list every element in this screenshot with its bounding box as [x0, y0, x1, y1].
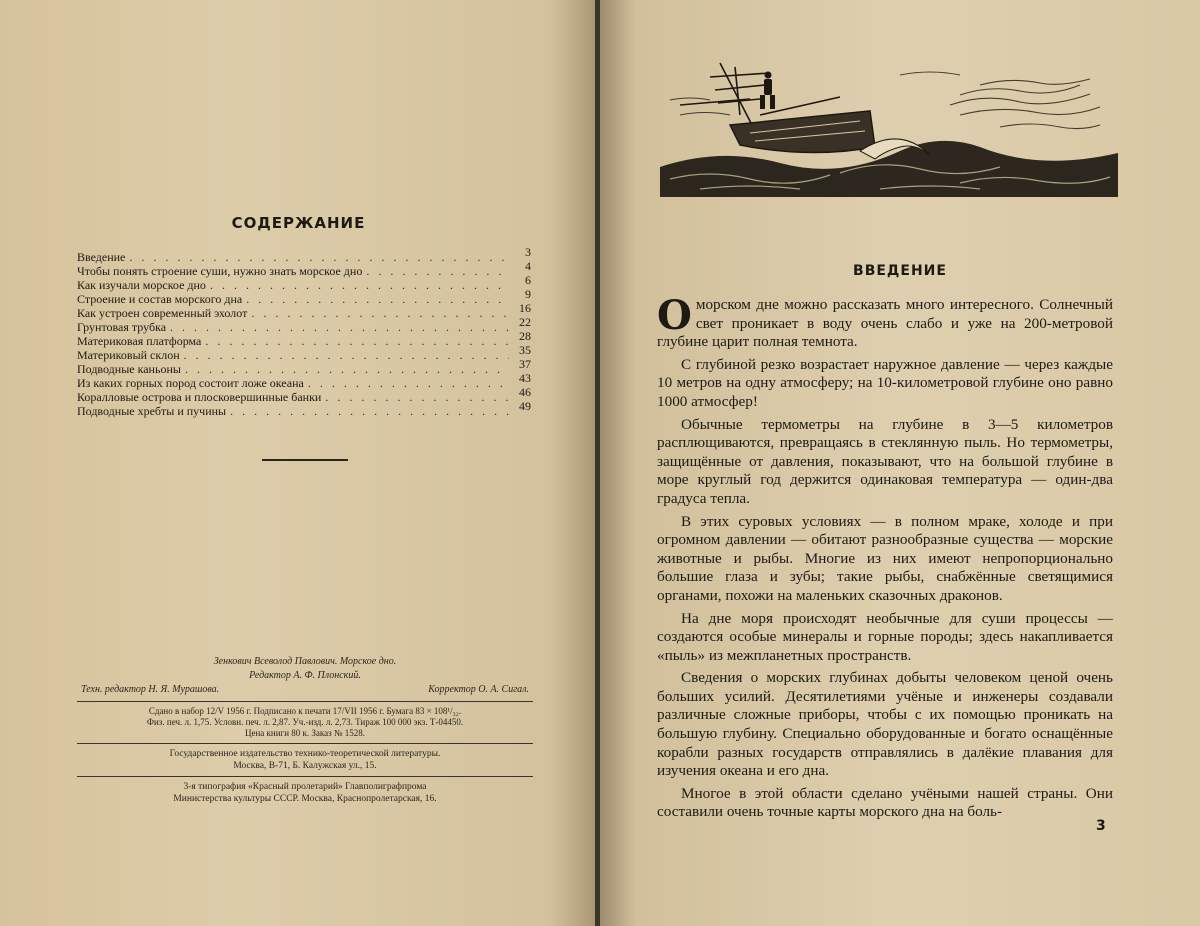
toc-entry-page: 9	[525, 287, 531, 301]
table-of-contents	[77, 245, 531, 418]
ship-in-waves-illustration	[660, 55, 1118, 197]
toc-entry-page: 49	[519, 399, 531, 413]
imprint-publisher-address: Москва, В-71, Б. Калужская ул., 15.	[233, 761, 377, 771]
toc-leader-dots	[185, 362, 509, 376]
toc-entry-label: Материковый склон	[77, 348, 180, 362]
toc-entry-label: Подводные каньоны	[77, 362, 181, 376]
toc-entry	[77, 329, 531, 348]
paragraph: С глубиной резко возрастает наружное давление — через каждые 10 метров на одну атмосферу; на 10-километровой глубине оно равно 1000 атмосфер!	[657, 355, 1113, 410]
imprint-divider	[77, 743, 533, 744]
toc-entry	[77, 273, 531, 292]
toc-entry	[77, 301, 531, 320]
toc-entry-page: 4	[525, 259, 531, 273]
toc-leader-dots	[366, 264, 509, 278]
toc-entry-label: Грунтовая трубка	[77, 320, 167, 334]
toc-entry-label: Как изучали морское дно	[77, 278, 206, 292]
toc-entry-page: 6	[525, 273, 531, 287]
paragraph	[657, 292, 1113, 352]
toc-entry	[77, 315, 531, 334]
toc-leader-dots	[184, 348, 509, 362]
paragraph: В этих суровых условиях — в полном мраке, холоде и при огромном давлении — обитают разнообразные существа — морские животные и рыбы. Многие из них имеют непропорционально большие глаза и зубы; такие рыбы, снабжённые светящимися органами, похожи на маленьких сказочных драконов.	[657, 512, 1113, 604]
toc-entry	[77, 357, 531, 376]
toc-leader-dots	[129, 250, 509, 264]
paragraph: На дне моря происходят необычные для суши процессы — создаются особые минералы и горные породы; здесь накапливается «пыль» из межпланетных пространств.	[657, 609, 1113, 664]
toc-leader-dots	[230, 404, 509, 418]
paragraph: Многое в этой области сделано учёными нашей страны. Они составили очень точные карты морского дна на боль-	[657, 784, 1113, 821]
toc-entry-label: Подводные хребты и пучины	[77, 404, 227, 418]
toc-entry-page: 43	[519, 371, 531, 385]
toc-entry	[77, 259, 531, 278]
toc-entry-label: Строение и состав морского дна	[77, 292, 243, 306]
toc-entry	[77, 343, 531, 362]
toc-leader-dots	[205, 334, 509, 348]
page-number: 3	[1096, 818, 1106, 834]
toc-title: СОДЕРЖАНИЕ	[231, 214, 366, 232]
imprint-price: Цена книги 80 к. Заказ № 1528.	[244, 728, 366, 738]
toc-entry-page: 22	[519, 315, 531, 329]
imprint-staff	[77, 683, 533, 697]
toc-leader-dots	[325, 390, 509, 404]
imprint-author: Зенкович Всеволод Павлович. Морское дно.	[213, 656, 397, 667]
imprint-print-details: Физ. печ. л. 1,75. Условн. печ. л. 2,87. Уч.-изд. л. 2,73. Тираж 100 000 экз. Т-04450.	[146, 717, 464, 727]
section-divider	[262, 459, 348, 461]
toc-leader-dots	[251, 306, 509, 320]
drop-cap: О	[657, 292, 692, 339]
toc-leader-dots	[170, 320, 509, 334]
imprint-printer: 3-я типография «Красный пролетарий» Главполиграфпрома	[183, 782, 427, 792]
imprint-block	[77, 655, 533, 805]
toc-entry	[77, 371, 531, 390]
imprint-print-details: Сдано в набор 12/V 1956 г. Подписано к печати 17/VII 1956 г. Бумага 83 × 108¹/₃₂.	[148, 706, 462, 716]
imprint-editor: Редактор А. Ф. Плонский.	[249, 670, 361, 681]
toc-leader-dots	[308, 376, 509, 390]
toc-entry-page: 35	[519, 343, 531, 357]
imprint-corrector: Корректор О. А. Сигал.	[428, 684, 529, 695]
paragraph-text: морском дне можно рассказать много интересного. Солнечный свет проникает в воду очень слабо и уже на 200-метровой глубине царит полная темнота.	[657, 296, 1113, 351]
toc-leader-dots	[246, 292, 509, 306]
paragraph: Обычные термометры на глубине в 3—5 километров расплющиваются, превращаясь в стеклянную пыль. Но термометры, защищённые от давления, показывают, что на большой глубине в море круглый год держится одинаковая температура — один-два градуса тепла.	[657, 415, 1113, 507]
toc-entry-label: Чтобы понять строение суши, нужно знать морское дно	[77, 264, 363, 278]
imprint-publisher: Государственное издательство технико-теоретической литературы.	[169, 749, 441, 759]
toc-entry	[77, 399, 531, 418]
toc-entry-label: Как устроен современный эхолот	[77, 306, 248, 320]
paragraph: Сведения о морских глубинах добыты человеком ценой очень больших усилий. Десятилетиями учёные и инженеры создавали различные сложные приборы, чтобы с их помощью проникать на большую глубину. Специально оборудованные и богато оснащённые корабли разных государств отправлялись в далёкие плавания для изучения океана и его дна.	[657, 669, 1113, 780]
body-text	[657, 292, 1113, 826]
toc-entry-page: 3	[525, 245, 531, 259]
toc-entry-page: 28	[519, 329, 531, 343]
toc-entry	[77, 245, 531, 264]
toc-entry-page: 16	[519, 301, 531, 315]
section-title: ВВЕДЕНИЕ	[853, 263, 947, 279]
toc-entry-label: Введение	[77, 250, 126, 264]
imprint-divider	[77, 701, 533, 702]
imprint-divider	[77, 776, 533, 777]
toc-entry-page: 37	[519, 357, 531, 371]
toc-entry-label: Материковая платформа	[77, 334, 202, 348]
toc-entry-page: 46	[519, 385, 531, 399]
toc-entry-label: Из каких горных пород состоит ложе океана	[77, 376, 304, 390]
toc-entry	[77, 385, 531, 404]
toc-entry	[77, 287, 531, 306]
toc-leader-dots	[210, 278, 509, 292]
toc-entry-label: Коралловые острова и плосковершинные банки	[77, 390, 322, 404]
imprint-tech-editor: Техн. редактор Н. Я. Мурашова.	[81, 684, 220, 695]
imprint-printer-address: Министерства культуры СССР. Москва, Краснопролетарская, 16.	[173, 794, 437, 804]
